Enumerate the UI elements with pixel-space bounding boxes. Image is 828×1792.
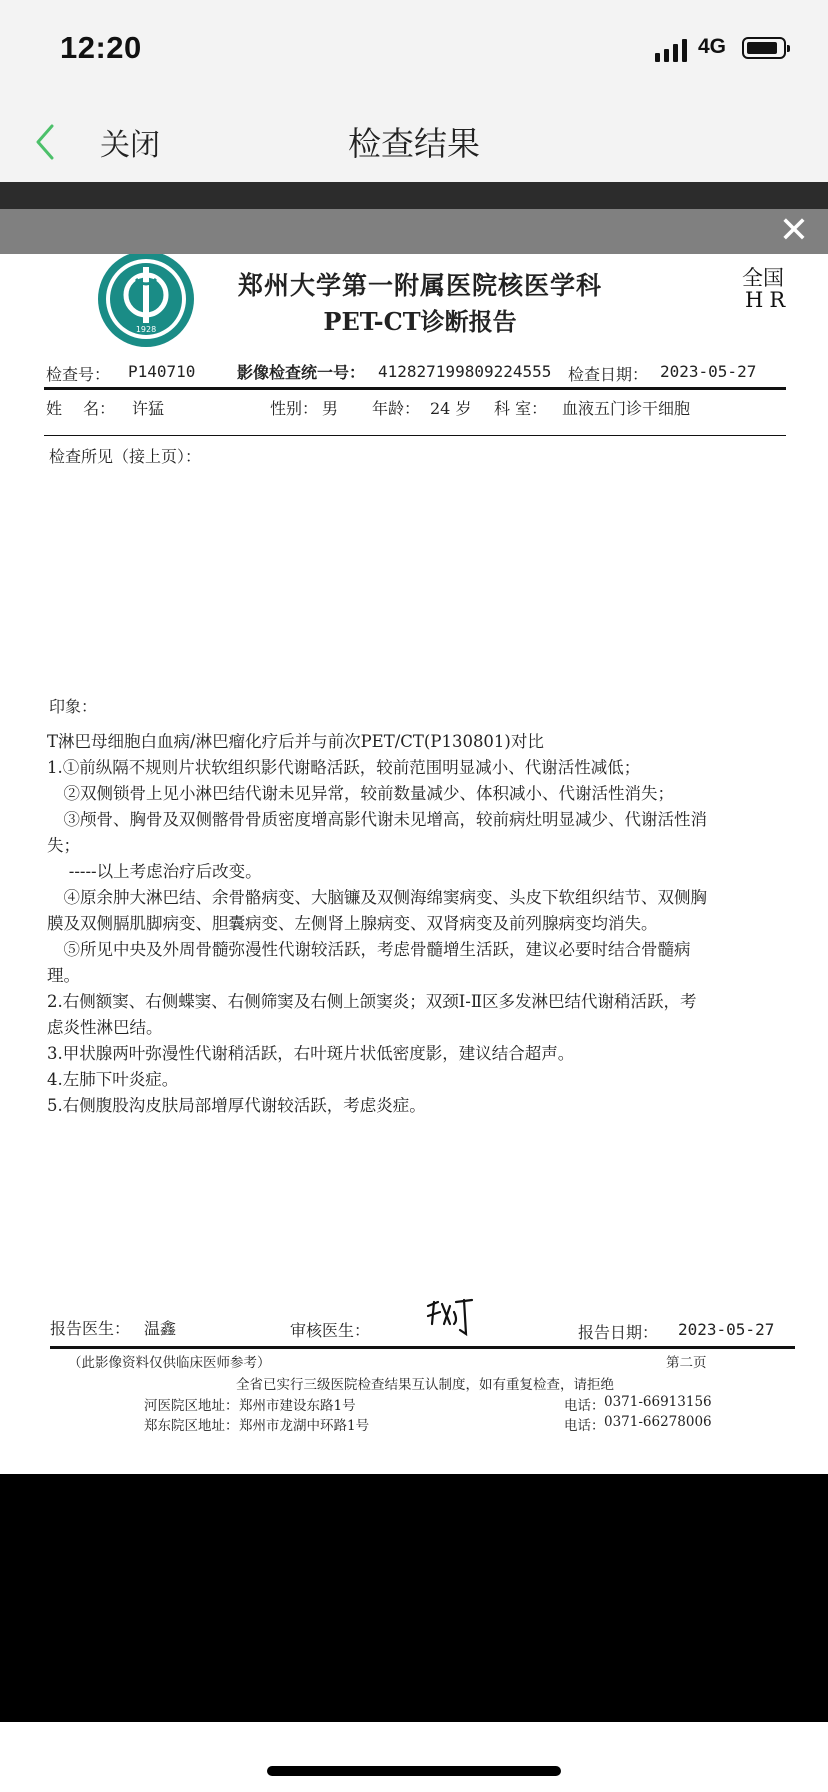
impression-line: 5.右侧腹股沟皮肤局部增厚代谢较活跃，考虑炎症。	[47, 1096, 426, 1115]
page-number: 第二页	[666, 1355, 707, 1371]
footer-rule	[50, 1346, 795, 1349]
phone2-label: 电话：	[564, 1418, 605, 1434]
impression-line: 失；	[47, 836, 80, 855]
header-rule-thick	[44, 387, 786, 390]
close-button[interactable]: 关闭	[100, 128, 160, 163]
home-indicator[interactable]	[267, 1766, 561, 1776]
report-date-label: 报告日期：	[578, 1323, 659, 1342]
age: 24 岁	[430, 399, 472, 418]
impression-line: -----以上考虑治疗后改变。	[47, 862, 262, 881]
impression-line: 3.甲状腺两叶弥漫性代谢稍活跃，右叶斑片状低密度影，建议结合超声。	[47, 1044, 575, 1063]
hospital-logo	[96, 254, 196, 349]
impression-line: ③颅骨、胸骨及双侧髂骨骨质密度增高影代谢未见增高，较前病灶明显减少、代谢活性消	[47, 810, 707, 829]
impression-line: T淋巴母细胞白血病/淋巴瘤化疗后并与前次PET/CT(P130801)对比	[47, 732, 544, 751]
header-rule-thin	[44, 435, 786, 436]
impression-line: 2.右侧额窦、右侧蝶窦、右侧筛窦及右侧上颌窦炎；双颈Ⅰ-Ⅱ区多发淋巴结代谢稍活跃，考	[47, 992, 697, 1011]
exam-no: P140710	[128, 362, 196, 381]
address2: 郑州市龙湖中环路1号	[239, 1418, 370, 1434]
exam-date: 2023-05-27	[660, 362, 757, 381]
impression-line: 1.①前纵隔不规则片状软组织影代谢略活跃，较前范围明显减小、代谢活性减低；	[47, 758, 641, 777]
signal-icon	[655, 38, 689, 62]
impression-line: ⑤所见中央及外周骨髓弥漫性代谢较活跃，考虑骨髓增生活跃，建议必要时结合骨髓病	[47, 940, 691, 959]
corner-mark-2: HR	[745, 288, 792, 312]
status-bar	[0, 0, 828, 100]
report-date: 2023-05-27	[678, 1320, 775, 1339]
phone1: 0371-66913156	[604, 1394, 712, 1410]
reviewer-signature	[424, 1294, 484, 1338]
dept-label: 科 室：	[494, 399, 548, 418]
nav-bar	[0, 100, 828, 182]
exam-no-label: 检查号：	[46, 365, 111, 384]
impression-line: 理。	[47, 966, 80, 985]
address1-label: 河医院区地址：	[144, 1398, 239, 1414]
address2-label: 郑东院区地址：	[144, 1418, 239, 1434]
address1: 郑州市建设东路1号	[239, 1398, 356, 1414]
status-time: 12:20	[60, 30, 142, 65]
review-doctor-label: 审核医生：	[290, 1321, 371, 1340]
report-document[interactable]	[0, 254, 828, 1474]
phone1-label: 电话：	[564, 1398, 605, 1414]
battery-icon	[742, 37, 786, 59]
page-title: 检查结果	[348, 124, 480, 163]
reference-note: （此影像资料仅供临床医师参考）	[68, 1355, 271, 1371]
impression-line: 虑炎性淋巴结。	[47, 1018, 163, 1037]
phone2: 0371-66278006	[604, 1414, 712, 1430]
report-doctor: 温鑫	[144, 1319, 177, 1338]
patient-name: 许猛	[132, 399, 165, 418]
impression-line: 4.左肺下叶炎症。	[47, 1070, 179, 1089]
age-label: 年龄：	[372, 399, 421, 418]
impression-label: 印象：	[49, 697, 98, 716]
image-id-label: 影像检查统一号：	[237, 363, 366, 382]
mutual-recognition-note: 全省已实行三级医院检查结果互认制度，如有重复检查，请拒绝	[236, 1377, 614, 1393]
report-doctor-label: 报告医生：	[50, 1319, 131, 1338]
department: 血液五门诊干细胞	[562, 399, 691, 418]
impression-line: 膜及双侧膈肌脚病变、胆囊病变、左侧肾上腺病变、双肾病变及前列腺病变均消失。	[47, 914, 658, 933]
image-id: 412827199809224555	[378, 362, 552, 381]
impression-line: ②双侧锁骨上见小淋巴结代谢未见异常，较前数量减少、体积减小、代谢活性消失；	[47, 784, 674, 803]
network-type: 4G	[698, 35, 727, 58]
findings-label: 检查所见（接上页）：	[49, 447, 202, 466]
impression-line: ④原余肿大淋巴结、余骨骼病变、大脑镰及双侧海绵窦病变、头皮下软组织结节、双侧胸	[47, 888, 707, 907]
name-label: 姓 名：	[46, 399, 116, 418]
viewer-empty-area	[0, 1474, 828, 1722]
logo-year: 1928	[135, 325, 157, 334]
gender-label: 性别：	[270, 399, 319, 418]
exam-date-label: 检查日期：	[568, 365, 649, 384]
report-type: PET-CT诊断报告	[323, 307, 517, 336]
viewer-toolbar	[0, 209, 828, 254]
gender: 男	[322, 399, 339, 418]
corner-mark-1: 全国	[742, 266, 784, 290]
viewer-top-strip	[0, 182, 828, 209]
hospital-name: 郑州大学第一附属医院核医学科	[237, 271, 602, 300]
home-bar-area	[0, 1722, 828, 1792]
viewer-close-icon[interactable]: ✕	[778, 210, 810, 251]
